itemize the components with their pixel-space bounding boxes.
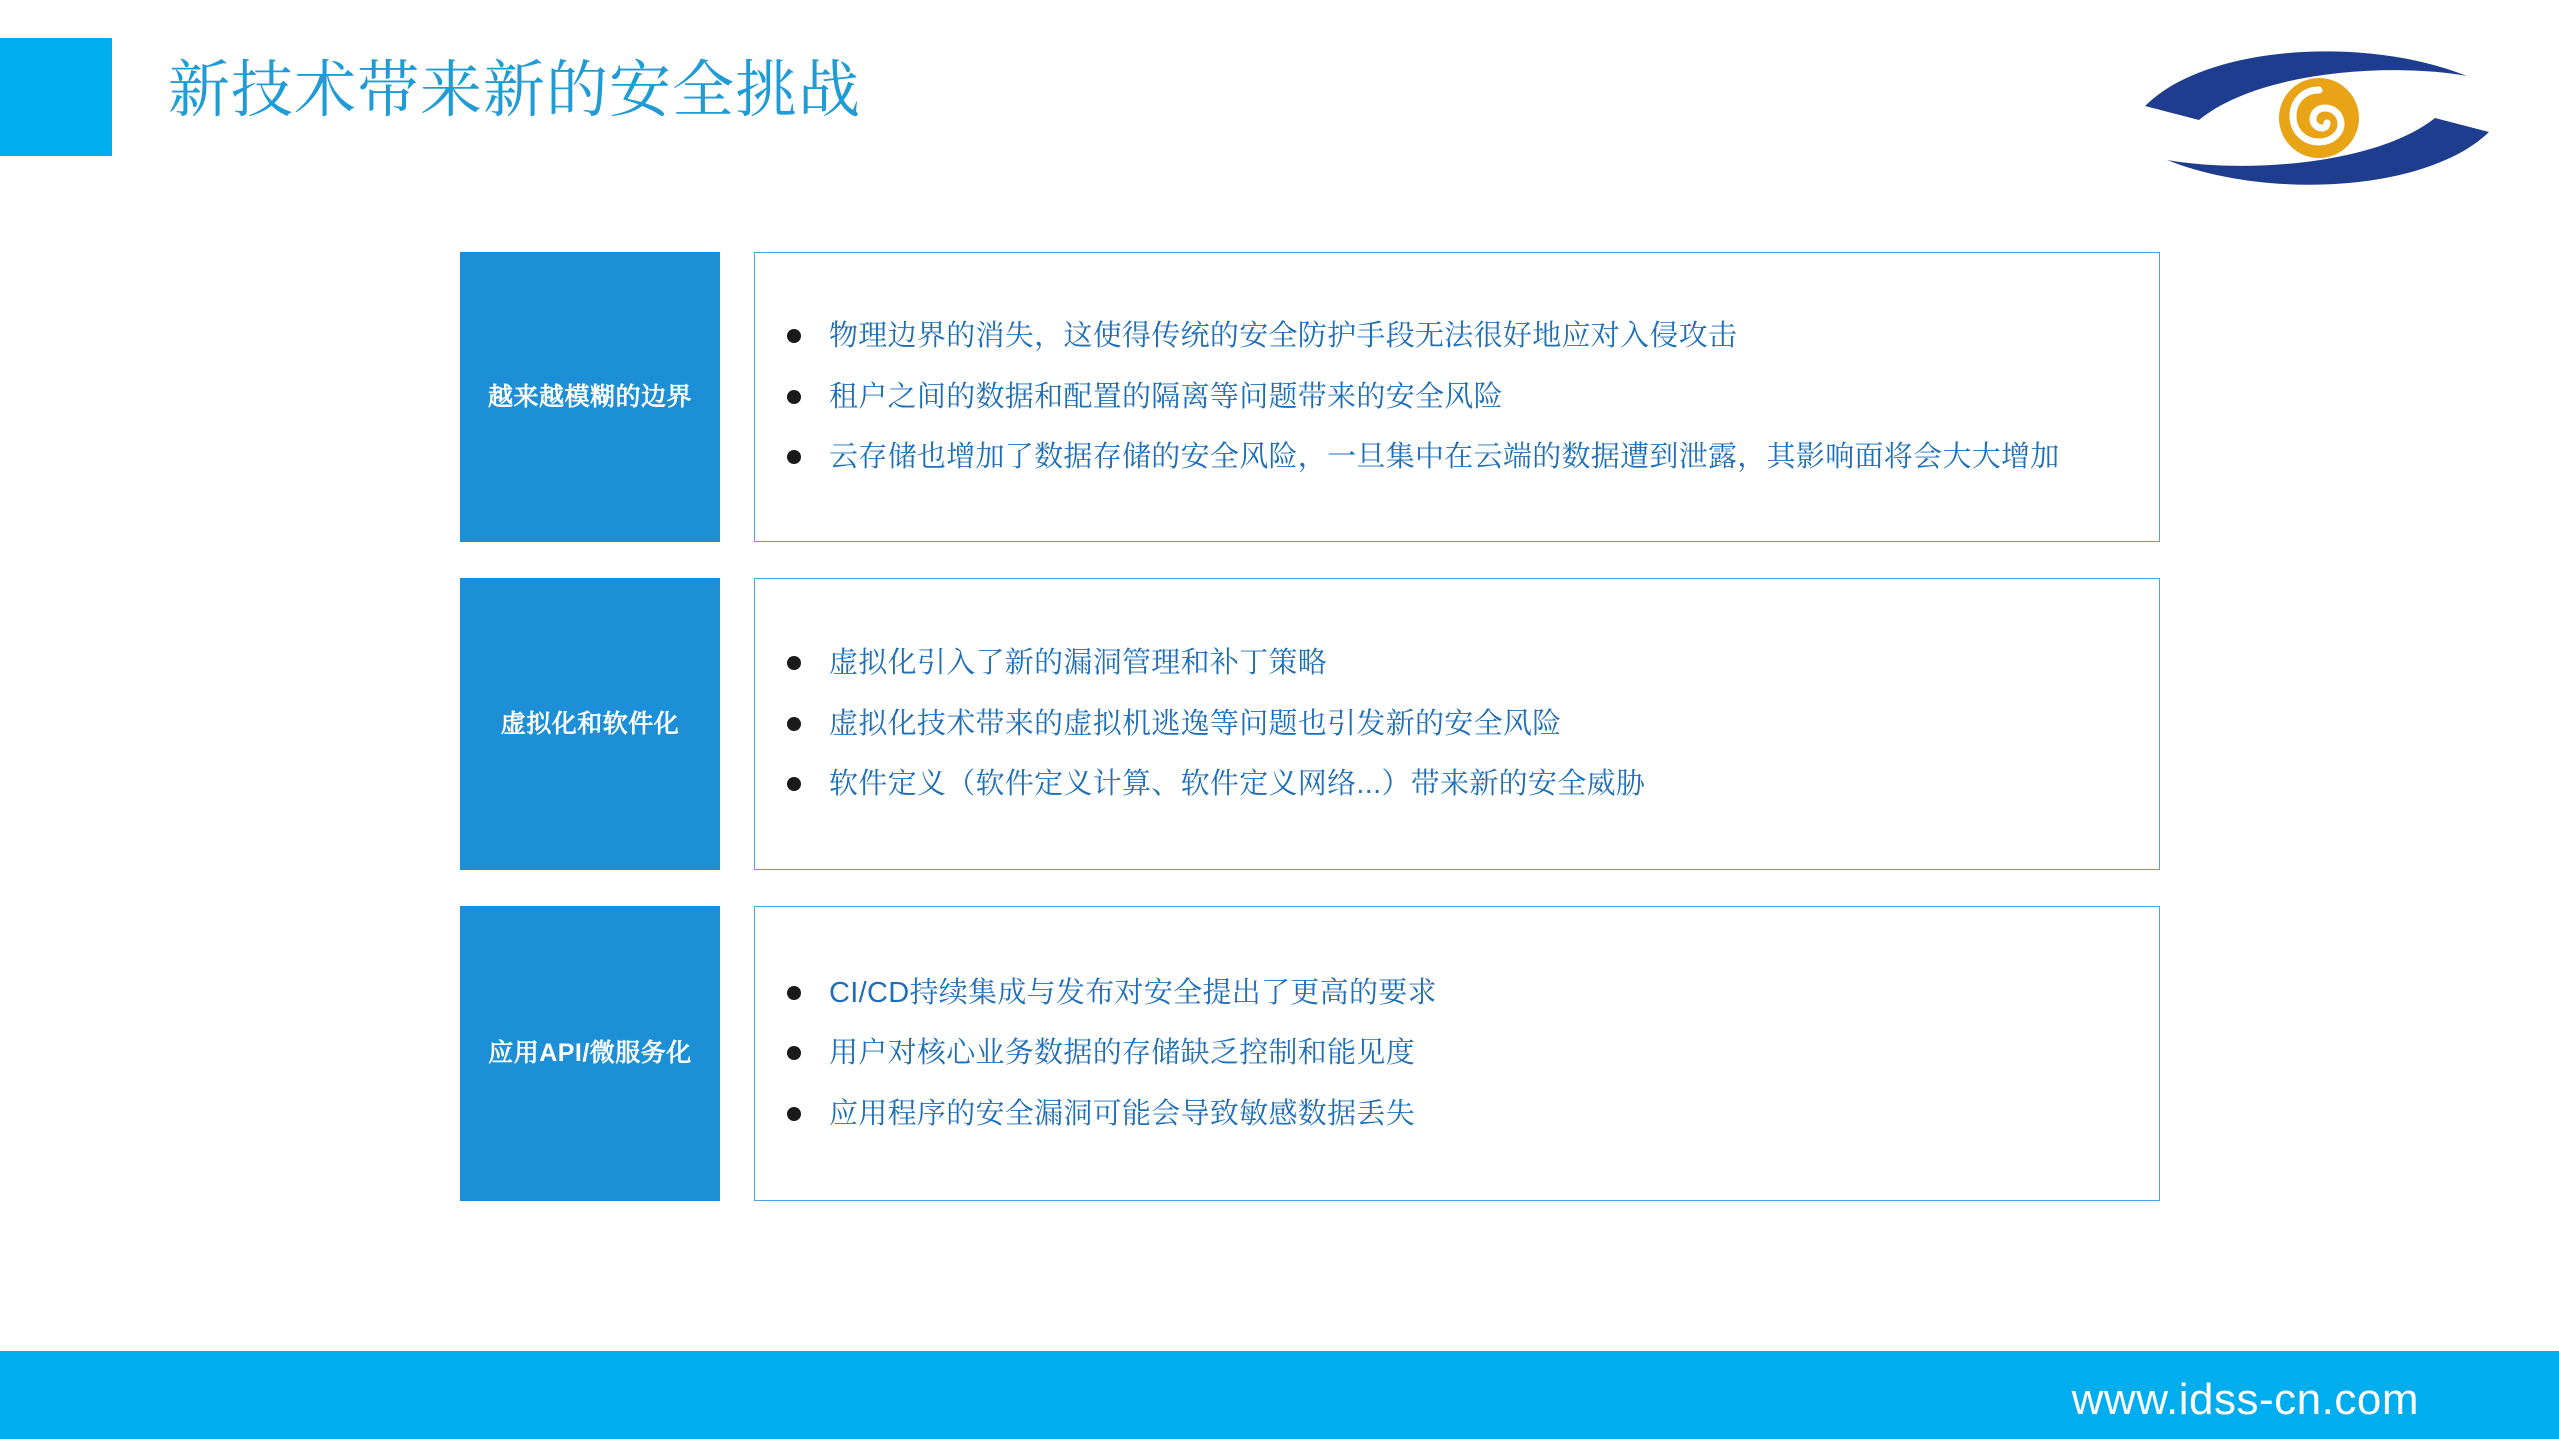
bullet-dot-icon (787, 1107, 801, 1121)
bullet-text: 云存储也增加了数据存储的安全风险，一旦集中在云端的数据遭到泄露，其影响面将会大大增加 (829, 441, 2060, 474)
list-item (787, 763, 2119, 806)
row-label: 应用API/微服务化 (460, 906, 720, 1201)
bullet-dot-icon (787, 986, 801, 1000)
bullet-text: 软件定义（软件定义计算、软件定义网络...）带来新的安全威胁 (829, 768, 1646, 801)
challenge-row (460, 906, 2160, 1201)
bullet-text: 租户之间的数据和配置的隔离等问题带来的安全风险 (829, 380, 1503, 413)
list-item (787, 972, 2119, 1015)
bullet-text: 应用程序的安全漏洞可能会导致敏感数据丢失 (829, 1097, 1416, 1130)
list-item (787, 436, 2119, 479)
row-body (754, 252, 2160, 542)
bullet-dot-icon (787, 777, 801, 791)
row-body (754, 578, 2160, 870)
bullet-text: 虚拟化技术带来的虚拟机逃逸等问题也引发新的安全风险 (829, 707, 1562, 740)
challenge-rows (460, 252, 2160, 1201)
list-item (787, 703, 2119, 746)
footer-url: www.idss-cn.com (2071, 1375, 2419, 1424)
bullet-text: 物理边界的消失，这使得传统的安全防护手段无法很好地应对入侵攻击 (829, 320, 1738, 353)
row-body (754, 906, 2160, 1201)
list-item (787, 1032, 2119, 1075)
idss-logo (2137, 36, 2497, 196)
row-label: 越来越模糊的边界 (460, 252, 720, 542)
bullet-dot-icon (787, 656, 801, 670)
footer-divider (0, 1347, 2559, 1351)
bullet-text: 虚拟化引入了新的漏洞管理和补丁策略 (829, 647, 1328, 680)
bullet-dot-icon (787, 1046, 801, 1060)
bullet-dot-icon (787, 717, 801, 731)
bullet-text: 用户对核心业务数据的存储缺乏控制和能见度 (829, 1037, 1416, 1070)
challenge-row (460, 252, 2160, 542)
bullet-dot-icon (787, 390, 801, 404)
challenge-row (460, 578, 2160, 870)
bullet-dot-icon (787, 329, 801, 343)
bullet-text: CI/CD持续集成与发布对安全提出了更高的要求 (829, 976, 1437, 1009)
list-item (787, 315, 2119, 358)
header-accent-block (0, 38, 112, 156)
page-title: 新技术带来新的安全挑战 (168, 56, 862, 125)
row-label: 虚拟化和软件化 (460, 578, 720, 870)
list-item (787, 376, 2119, 419)
bullet-dot-icon (787, 450, 801, 464)
list-item (787, 1093, 2119, 1136)
list-item (787, 642, 2119, 685)
